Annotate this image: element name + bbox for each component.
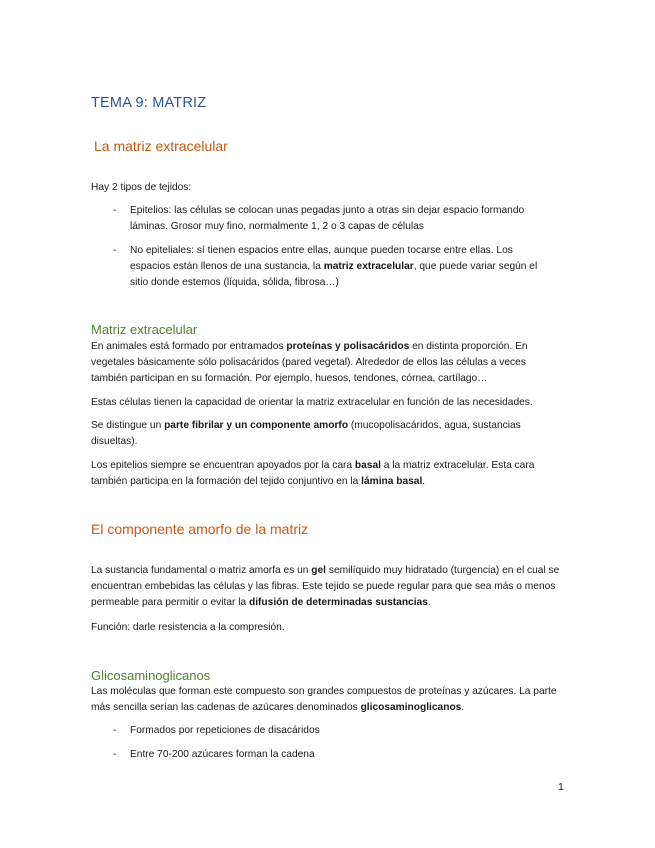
- paragraph-epitelios: Los epitelios siempre se encuentran apoyados por la cara basal a la matriz extracelular. Esta cara también participa en la formación del tejido conjuntivo en la lámina basal.: [91, 460, 535, 487]
- paragraph-orientar: Estas células tienen la capacidad de orientar la matriz extracelular en función de las necesidades.: [91, 397, 533, 408]
- bullet-epitelios: Epitelios: las células se colocan unas pegadas junto a otras sin dejar espacio formando láminas. Grosor muy fino, normalmente 1, 2 o 3 capas de células: [130, 205, 525, 232]
- heading-matriz-extracelular: La matriz extracelular: [94, 138, 228, 154]
- paragraph-funcion: Función: darle resistencia a la compresión.: [91, 622, 285, 633]
- bullet-disacaridos: Formados por repeticiones de disacáridos: [130, 725, 320, 736]
- bullet-dash: -: [113, 245, 117, 256]
- bullet-dash: -: [113, 205, 117, 216]
- paragraph-animales: En animales está formado por entramados proteínas y polisacáridos en distinta proporción. En vegetales básicamente sólo polisacáridos (pared vegetal). Alrededor de ellos las células a veces también participan en su formación. Por ejemplo, huesos, tendones, córnea, cartílago…: [91, 341, 528, 384]
- paragraph-moleculas: Las moléculas que forman este compuesto son grandes compuestos de proteínas y azúcares. La parte más sencilla serían las cadenas de azúcares denominados glicosaminoglicanos.: [91, 686, 557, 713]
- bullet-dash: -: [113, 749, 117, 760]
- bullet-dash: -: [113, 725, 117, 736]
- heading-componente-amorfo: El componente amorfo de la matriz: [91, 521, 309, 537]
- heading-matriz-extracelular-sub: Matriz extracelular: [91, 322, 198, 337]
- page-number: 1: [558, 781, 564, 793]
- paragraph-distingue: Se distingue un parte fibrilar y un componente amorfo (mucopolisacáridos, agua, sustancias disueltas).: [91, 420, 521, 447]
- intro-paragraph: Hay 2 tipos de tejidos:: [91, 182, 192, 193]
- paragraph-sustancia-fundamental: La sustancia fundamental o matriz amorfa es un gel semilíquido muy hidratado (turgencia) en el cual se encuentran embebidas las células y las fibras. Este tejido se puede regular para que sea más o menos permeable para permitir o evitar la difusión de determinadas sustancias.: [91, 565, 560, 608]
- page-title: TEMA 9: MATRIZ: [91, 95, 207, 111]
- bullet-azucares-cadena: Entre 70-200 azúcares forman la cadena: [130, 749, 315, 760]
- bullet-no-epiteliales: No epiteliales: sí tienen espacios entre ellas, aunque pueden tocarse entre ellas. Los espacios están llenos de una sustancia, la matriz extracelular, que puede variar según el sitio donde estemos (líquida, sólida, fibrosa…): [130, 245, 538, 288]
- heading-glicosaminoglicanos: Glicosaminoglicanos: [91, 668, 211, 683]
